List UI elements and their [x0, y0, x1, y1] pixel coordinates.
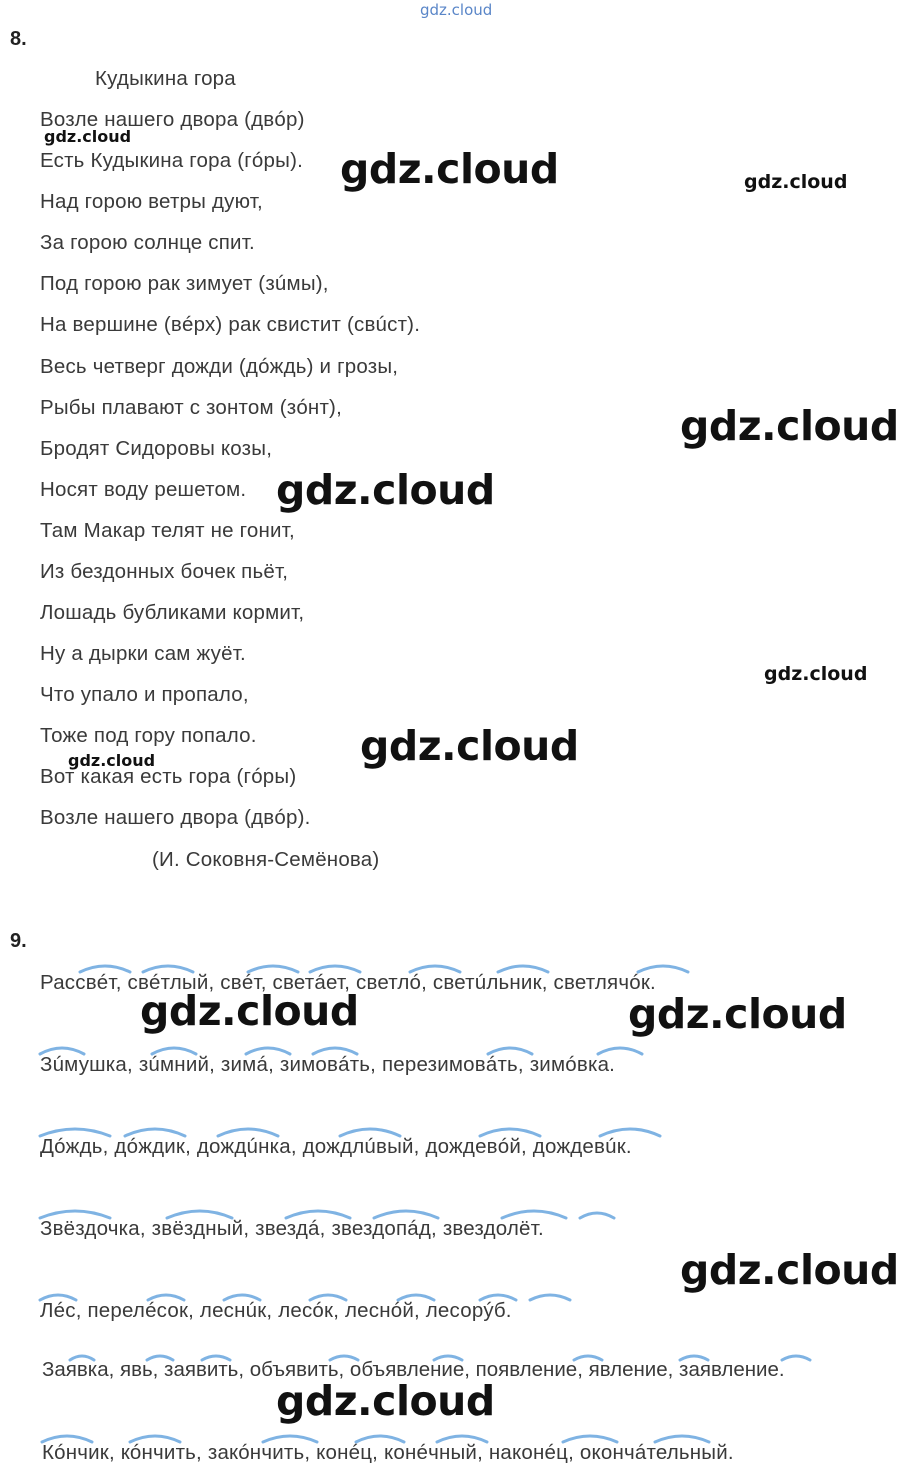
- poem-line: Над горою ветры дуют,: [40, 190, 263, 213]
- watermark: gdz.cloud: [276, 466, 495, 514]
- task-8-number: 8.: [10, 28, 27, 50]
- root-arc: [782, 1356, 810, 1360]
- poem-line: Тоже под гору попало.: [40, 724, 257, 747]
- poem-line: Возле нашего двора (двóр): [40, 108, 305, 131]
- poem-line: Носят воду решетом.: [40, 478, 247, 501]
- poem-line: Есть Кудыкина гора (гóры).: [40, 149, 303, 172]
- poem-line: Там Макар телят не гонит,: [40, 519, 295, 542]
- word-row: Звёздочка, звёздный, звездá, звездопáд, звездолёт.: [40, 1217, 544, 1240]
- poem-line: За горою солнце спит.: [40, 231, 255, 254]
- poem-line: На вершине (вéрх) рак свистит (свúст).: [40, 313, 421, 336]
- watermark: gdz.cloud: [140, 987, 359, 1035]
- root-arc: [580, 1213, 614, 1218]
- poem-line: Под горою рак зимует (зúмы),: [40, 272, 329, 295]
- root-arc: [530, 1295, 570, 1300]
- task-9-number: 9.: [10, 930, 27, 952]
- header-site-label: gdz.cloud: [420, 1, 493, 19]
- watermark: gdz.cloud: [340, 145, 559, 193]
- watermark: gdz.cloud: [628, 990, 847, 1038]
- poem-line: Лошадь бубликами кормит,: [40, 601, 305, 624]
- word-row: Дóждь, дóждик, дождúнка, дождлúвый, дождевóй, дождевúк.: [40, 1135, 632, 1158]
- word-row: Лéс, перелéсок, леснúк, лесóк, леснóй, лесорýб.: [40, 1299, 512, 1322]
- watermark: gdz.cloud: [276, 1377, 495, 1425]
- poem-title: Кудыкина гора: [95, 67, 236, 90]
- watermark: gdz.cloud: [680, 1246, 899, 1294]
- poem-line: Весь четверг дожди (дóждь) и грозы,: [40, 355, 399, 378]
- word-row: Зúмушка, зúмний, зимá, зимовáть, перезимовáть, зимóвка.: [40, 1053, 616, 1076]
- poem-line: Возле нашего двора (двóр).: [40, 806, 311, 829]
- watermark: gdz.cloud: [680, 402, 899, 450]
- poem-line: Бродят Сидоровы козы,: [40, 437, 273, 460]
- poem-line: Что упало и пропало,: [40, 683, 249, 706]
- word-row: Кóнчик, кóнчить, закóнчить, конéц, конéчный, наконéц, окончáтельный.: [42, 1441, 734, 1464]
- poem-line: Из бездонных бочек пьёт,: [40, 560, 289, 583]
- watermark: gdz.cloud: [360, 722, 579, 770]
- word-row: Заявка, явь, заявить, объявить, объявление, появление, явление, заявление.: [42, 1358, 785, 1381]
- word-row: Рассвéт, свéтлый, свéт, светáет, светлó, светúльник, светлячóк.: [40, 971, 656, 994]
- watermark: gdz.cloud: [68, 751, 156, 770]
- watermark: gdz.cloud: [44, 127, 132, 146]
- poem-author: (И. Соковня-Семёнова): [152, 848, 380, 871]
- poem-line: Ну а дырки сам жуёт.: [40, 642, 246, 665]
- poem-line: Рыбы плавают с зонтом (зóнт),: [40, 396, 342, 419]
- poem-line: Вот какая есть гора (гóры): [40, 765, 297, 788]
- watermark: gdz.cloud: [744, 171, 848, 193]
- watermark: gdz.cloud: [764, 663, 868, 685]
